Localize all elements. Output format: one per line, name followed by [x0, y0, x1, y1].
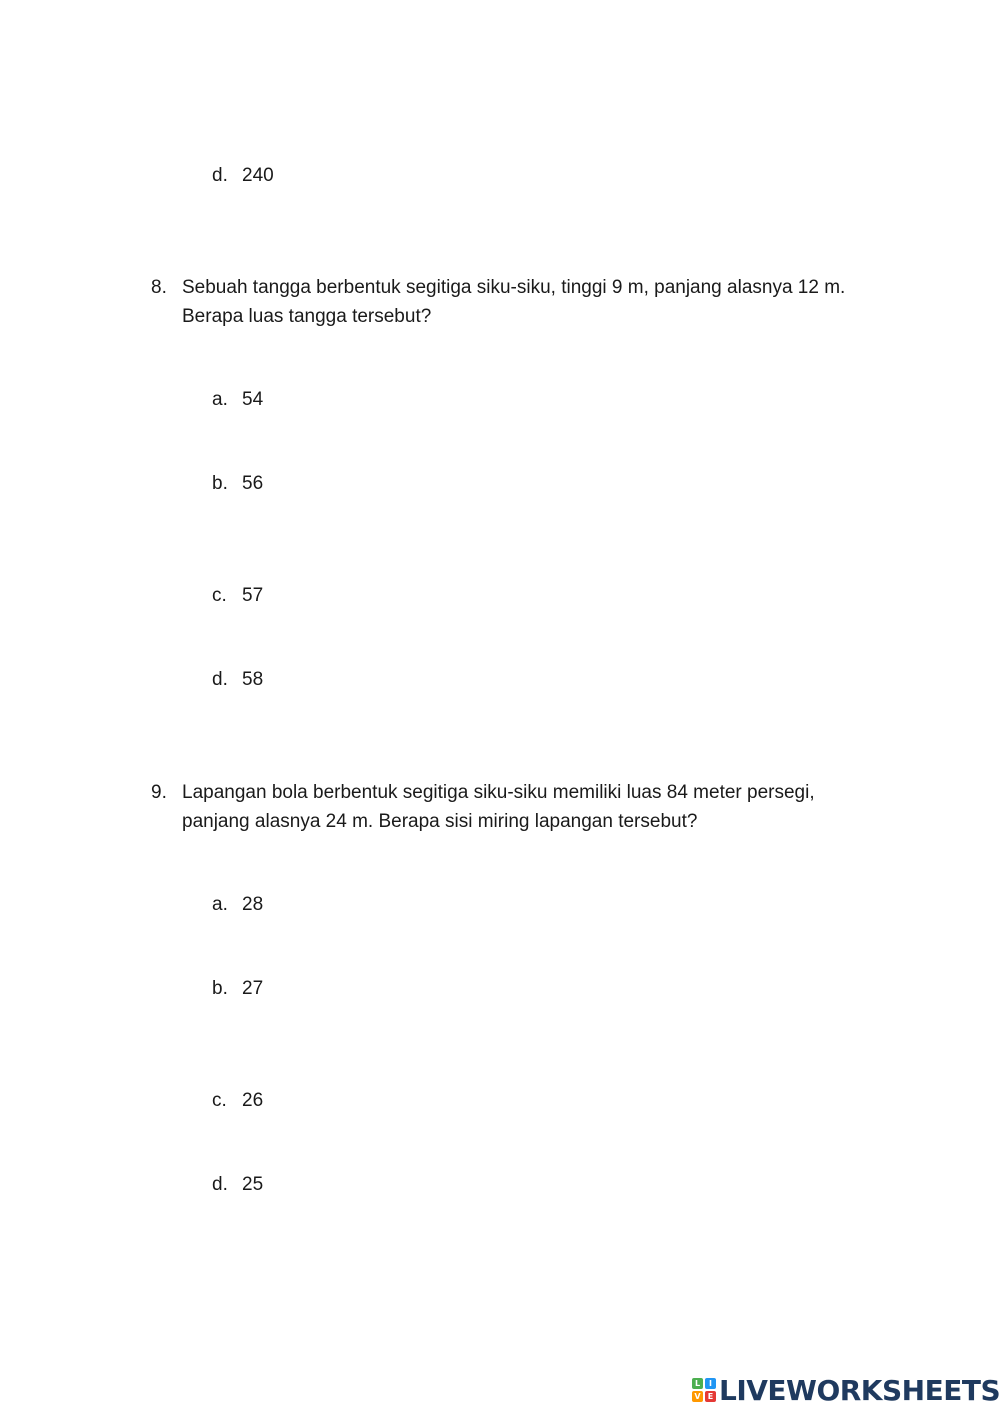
q8-option-d	[212, 668, 263, 692]
question-number: 9.	[151, 782, 167, 803]
question-9	[151, 778, 871, 836]
option-letter: d.	[212, 669, 228, 690]
q9-option-d	[212, 1173, 263, 1197]
logo-tile-e: E	[705, 1391, 716, 1402]
q9-option-a	[212, 893, 263, 917]
question-8	[151, 273, 871, 331]
option-letter: b.	[212, 978, 228, 999]
option-value: 240	[242, 165, 274, 186]
option-value: 28	[242, 894, 264, 915]
option-value: 26	[242, 1090, 264, 1111]
logo-tile-i: I	[705, 1378, 716, 1389]
option-value: 27	[242, 978, 264, 999]
prev-question-option-d	[212, 164, 274, 188]
option-value: 54	[242, 389, 264, 410]
question-text: Lapangan bola berbentuk segitiga siku-siku memiliki luas 84 meter persegi, panjang alasnya 24 m. Berapa sisi miring lapangan tersebut?	[182, 782, 815, 832]
option-letter: b.	[212, 473, 228, 494]
q8-option-c	[212, 584, 263, 608]
q9-option-b	[212, 977, 263, 1001]
q8-option-a	[212, 388, 263, 412]
option-letter: c.	[212, 1090, 227, 1111]
logo-icon	[692, 1378, 716, 1402]
option-letter: d.	[212, 1174, 228, 1195]
logo-text: LIVEWORKSHEETS	[719, 1373, 1000, 1407]
option-letter: d.	[212, 165, 228, 186]
option-value: 56	[242, 473, 264, 494]
q8-option-b	[212, 472, 263, 496]
q9-option-c	[212, 1089, 263, 1113]
question-number: 8.	[151, 277, 167, 298]
option-value: 25	[242, 1174, 264, 1195]
option-letter: a.	[212, 894, 228, 915]
question-text: Sebuah tangga berbentuk segitiga siku-siku, tinggi 9 m, panjang alasnya 12 m. Berapa luas tangga tersebut?	[182, 277, 846, 327]
option-letter: a.	[212, 389, 228, 410]
logo-tile-l: L	[692, 1378, 703, 1389]
option-letter: c.	[212, 585, 227, 606]
logo-tile-v: V	[692, 1391, 703, 1402]
option-value: 58	[242, 669, 264, 690]
liveworksheets-logo[interactable]	[692, 1374, 1000, 1406]
option-value: 57	[242, 585, 264, 606]
